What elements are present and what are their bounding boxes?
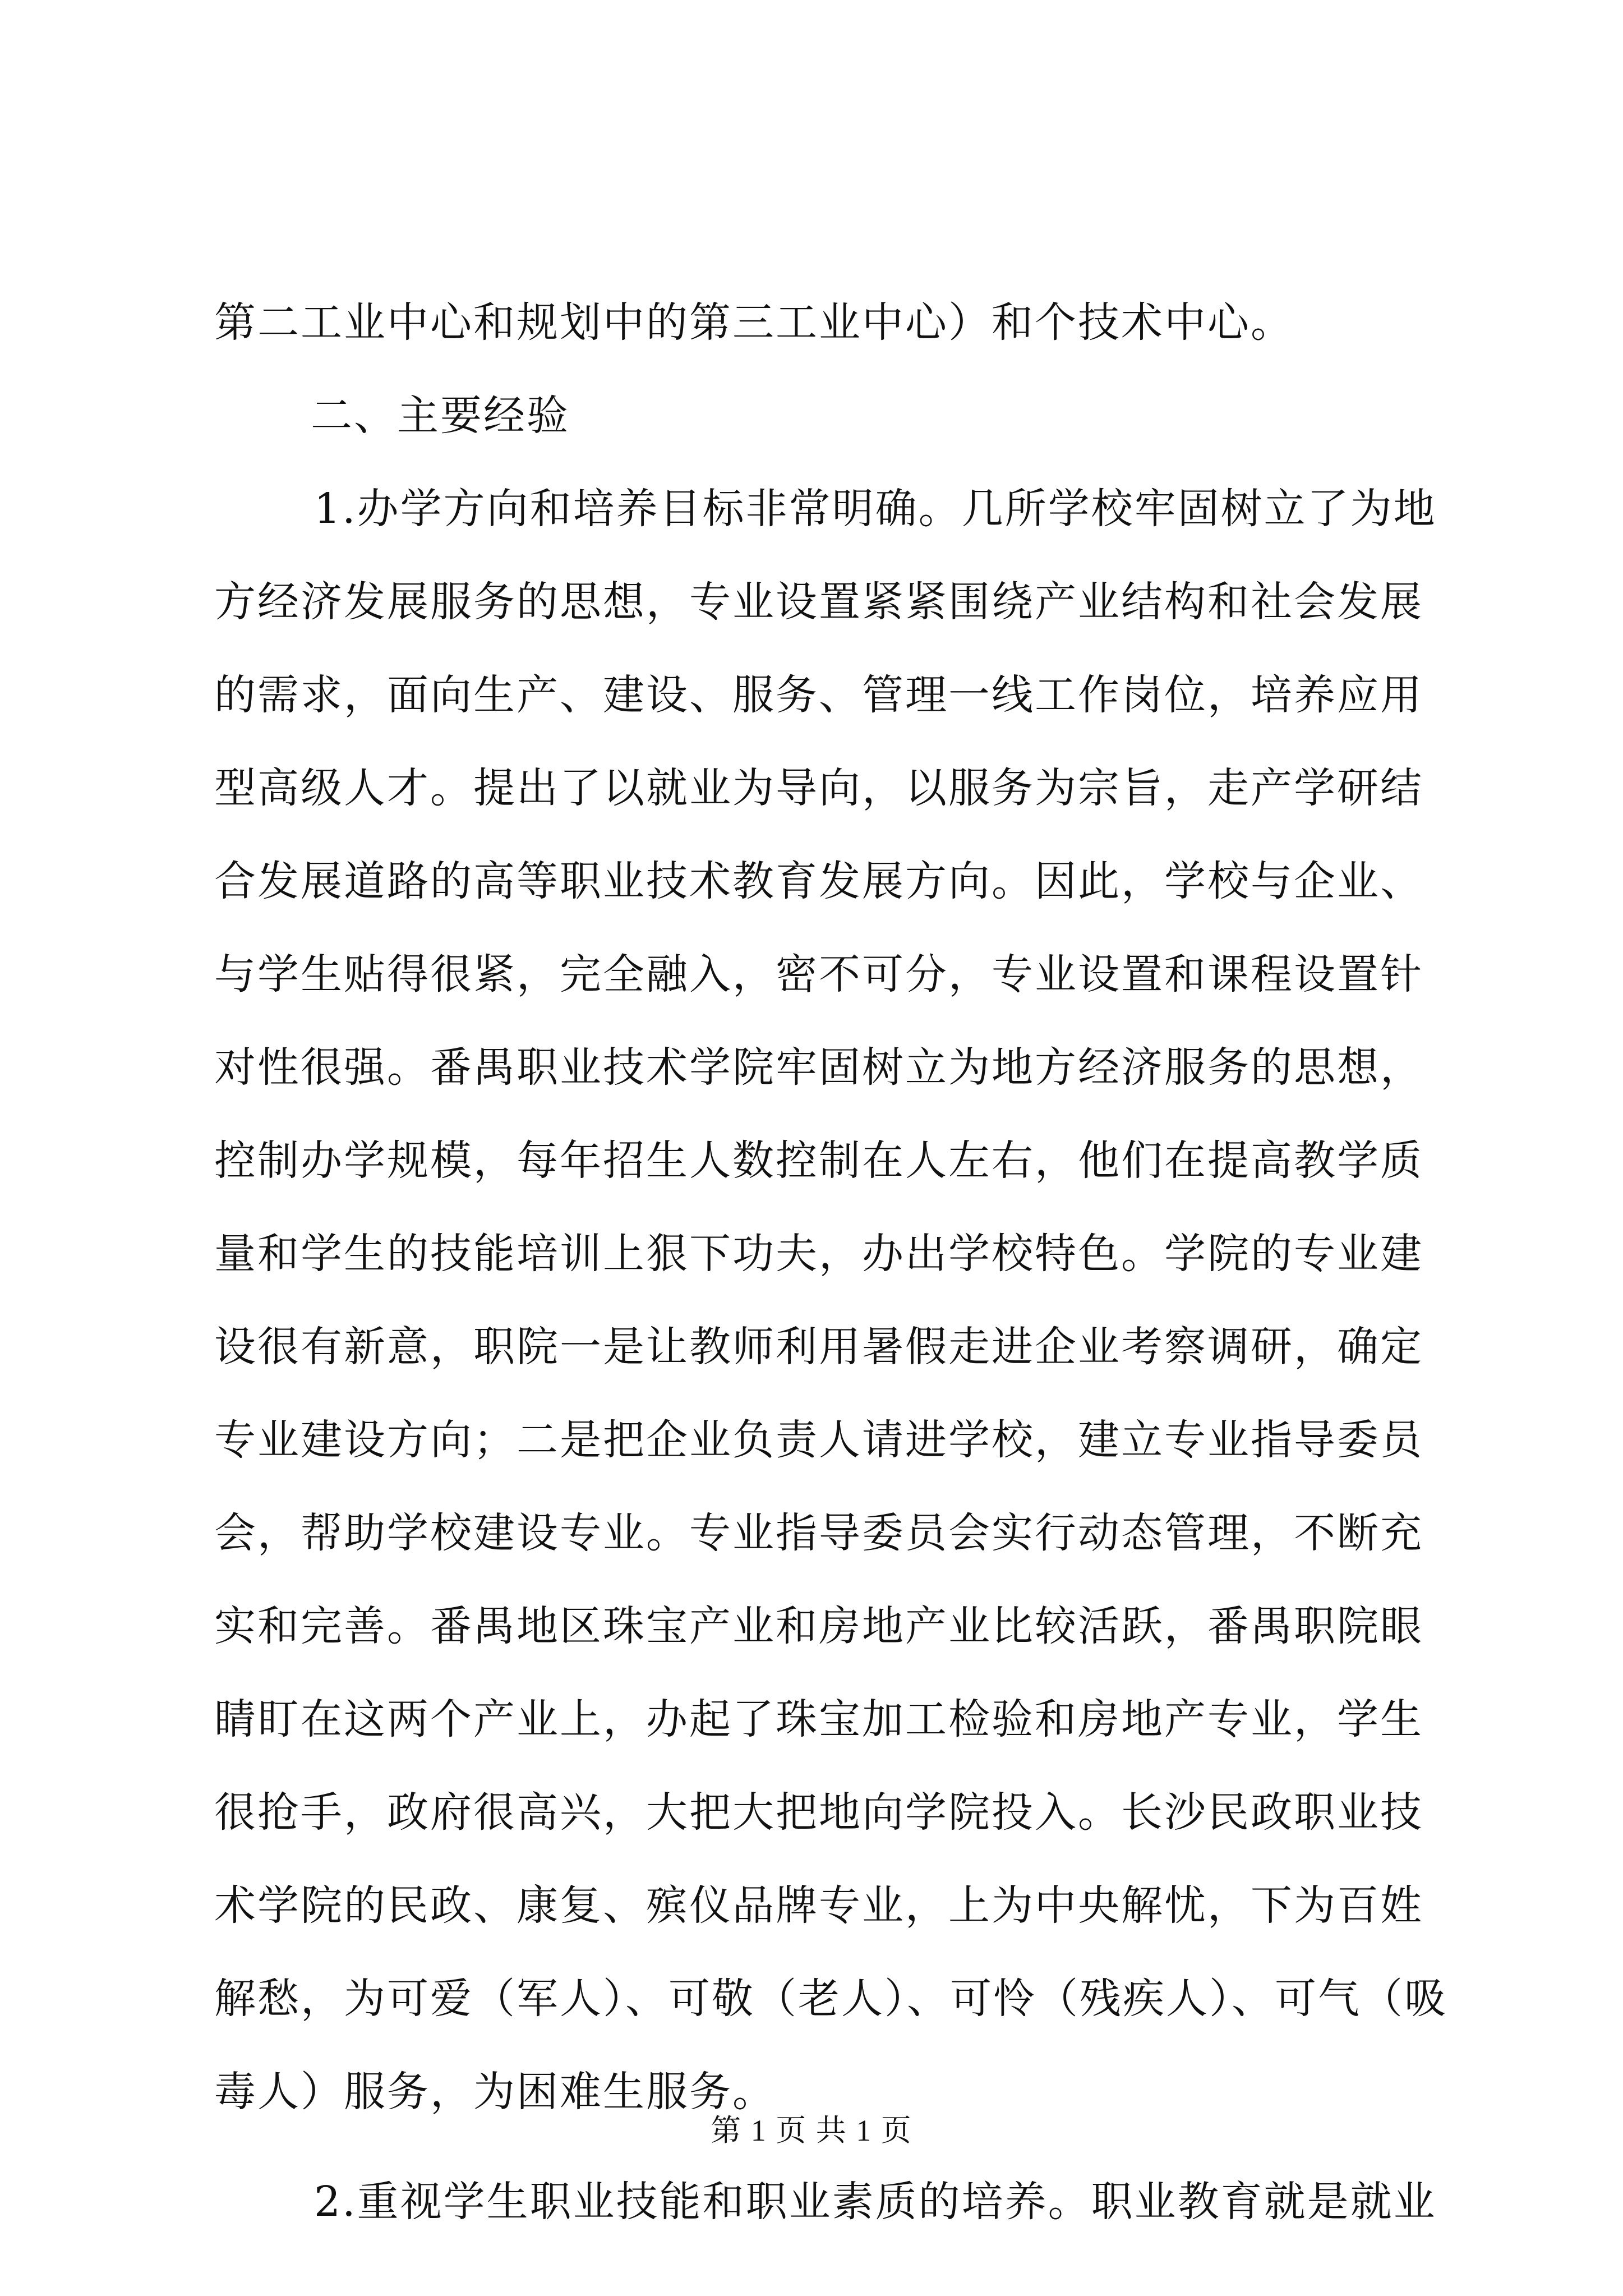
text-line: 控制办学规模，每年招生人数控制在人左右，他们在提高教学质 [214,1137,1423,1185]
text-line: 毒人）服务，为困难生服务。 [214,2068,776,2116]
text-line: 合发展道路的高等职业技术教育发展方向。因此，学校与企业、 [214,857,1423,905]
section-heading: 二、主要经验 [311,392,570,440]
text-line: 对性很强。番禺职业技术学院牢固树立为地方经济服务的思想， [214,1043,1423,1092]
text-line: 睛盯在这两个产业上，办起了珠宝加工检验和房地产专业，学生 [214,1695,1423,1743]
text-line: 第二工业中心和规划中的第三工业中心）和个技术中心。 [214,298,1294,347]
paragraph-first-line: 1.办学方向和培养目标非常明确。几所学校牢固树立了为地 [314,485,1437,533]
text-line: 术学院的民政、康复、殡仪品牌专业，上为中央解忧，下为百姓 [214,1881,1423,1930]
paragraph-first-line: 2.重视学生职业技能和职业素质的培养。职业教育就是就业 [314,2178,1437,2226]
text-line: 与学生贴得很紧，完全融入，密不可分，专业设置和课程设置针 [214,950,1423,999]
text-line: 专业建设方向；二是把企业负责人请进学校，建立专业指导委员 [214,1416,1423,1464]
text-line: 会，帮助学校建设专业。专业指导委员会实行动态管理，不断充 [214,1509,1423,1557]
text-line: 量和学生的技能培训上狠下功夫，办出学校特色。学院的专业建 [214,1230,1423,1278]
text-line: 设很有新意，职院一是让教师利用暑假走进企业考察调研，确定 [214,1323,1423,1371]
text-line: 实和完善。番禺地区珠宝产业和房地产业比较活跃，番禺职院眼 [214,1602,1423,1650]
document-body [214,276,1447,2248]
text-line: 方经济发展服务的思想，专业设置紧紧围绕产业结构和社会发展 [214,578,1423,626]
text-line: 的需求，面向生产、建设、服务、管理一线工作岗位，培养应用 [214,671,1423,719]
text-line: 很抢手，政府很高兴，大把大把地向学院投入。长沙民政职业技 [214,1788,1423,1837]
text-line: 解愁，为可爱（军人）、可敬（老人）、可怜（残疾人）、可气（吸 [214,1975,1447,2023]
page-footer: 第 1 页 共 1 页 [711,2114,912,2147]
text-line: 型高级人才。提出了以就业为导向，以服务为宗旨，走产学研结 [214,764,1423,812]
